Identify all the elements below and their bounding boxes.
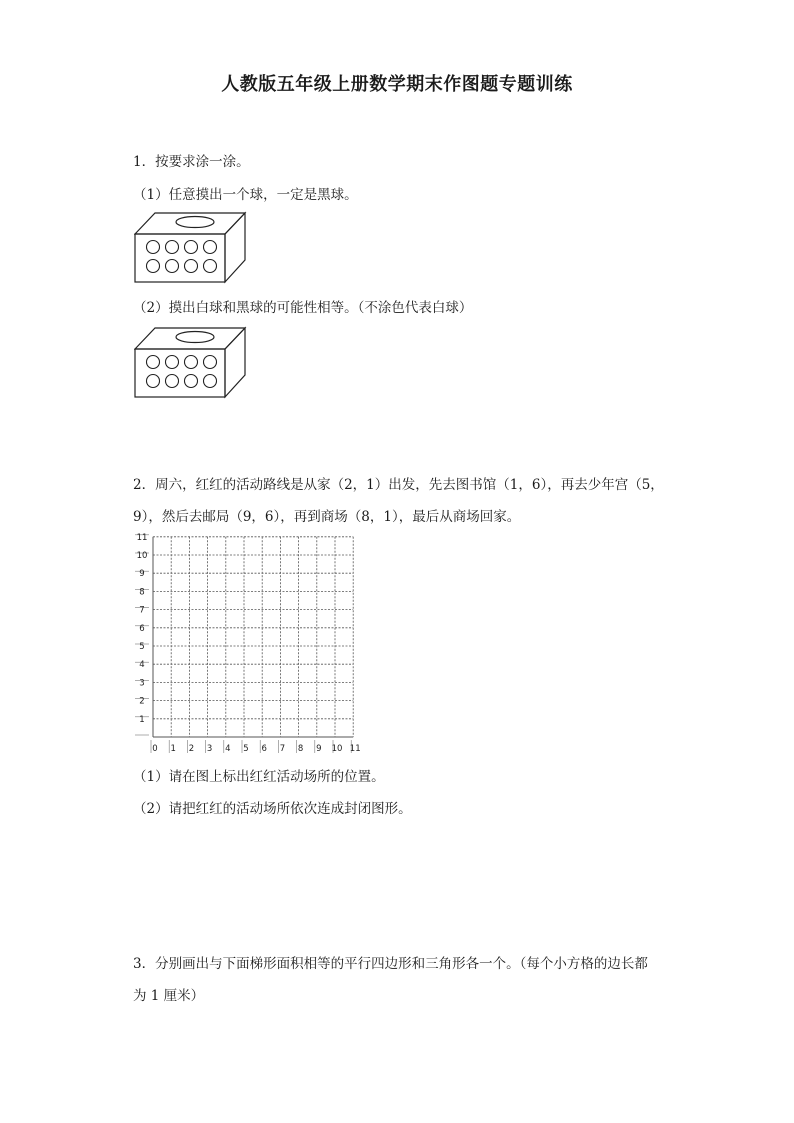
ball-circle[interactable] [147, 356, 160, 369]
y-axis-tick-label: 1 [139, 714, 145, 725]
coordinate-grid[interactable] [133, 533, 365, 755]
ball-circle[interactable] [204, 260, 217, 273]
x-axis-tick-label: 2 [188, 744, 195, 754]
q2-line1: 2．周六，红红的活动路线是从家（2，1）出发，先去图书馆（1，6），再去少年宫（5， [133, 477, 664, 493]
box-side-face [225, 213, 245, 282]
ball-circle[interactable] [147, 260, 160, 273]
box-opening [176, 217, 214, 228]
x-axis-tick-label: 7 [279, 744, 286, 754]
box-side-face [225, 328, 245, 397]
x-axis-tick-label: 4 [225, 744, 231, 754]
x-axis-tick-label: 8 [297, 744, 304, 754]
ball-box-2[interactable] [134, 325, 248, 399]
ball-circle[interactable] [147, 241, 160, 254]
y-axis-tick-label: 7 [139, 605, 145, 616]
ball-circle[interactable] [147, 375, 160, 388]
q1-part2: （2）摸出白球和黑球的可能性相等。（不涂色代表白球） [133, 300, 473, 316]
x-axis-tick-label: 10 [331, 744, 343, 754]
ball-circle[interactable] [185, 260, 198, 273]
q3-line2: 为 1 厘米） [133, 988, 205, 1004]
ball-circle[interactable] [166, 375, 179, 388]
q3-line1: 3．分别画出与下面梯形面积相等的平行四边形和三角形各一个。（每个小方格的边长都 [133, 956, 648, 972]
y-axis-tick-label: 4 [139, 660, 145, 671]
y-axis-tick-label: 11 [136, 533, 148, 543]
ball-circle[interactable] [166, 356, 179, 369]
ball-box-1[interactable] [134, 210, 248, 284]
ball-circle[interactable] [166, 260, 179, 273]
ball-circle[interactable] [185, 375, 198, 388]
x-axis-tick-label: 0 [152, 744, 158, 754]
q2-part1: （1）请在图上标出红红活动场所的位置。 [133, 769, 385, 785]
ball-circle[interactable] [166, 241, 179, 254]
q2-line2: 9），然后去邮局（9，6），再到商场（8，1），最后从商场回家。 [133, 509, 521, 525]
y-axis-tick-label: 6 [139, 623, 145, 634]
ball-circle[interactable] [185, 356, 198, 369]
y-axis-tick-label: 2 [139, 696, 145, 707]
x-axis-tick-label: 11 [349, 744, 361, 754]
ball-circle[interactable] [185, 241, 198, 254]
y-axis-tick-label: 8 [139, 587, 145, 598]
y-axis-tick-label: 5 [139, 642, 145, 652]
q1-heading: 1．按要求涂一涂。 [133, 154, 250, 170]
x-axis-tick-label: 3 [206, 744, 213, 754]
y-axis-tick-label: 10 [136, 551, 148, 561]
x-axis-tick-label: 6 [261, 744, 267, 754]
box-opening [176, 332, 214, 343]
q1-part1: （1）任意摸出一个球，一定是黑球。 [133, 187, 358, 203]
q2-part2: （2）请把红红的活动场所依次连成封闭图形。 [133, 801, 412, 817]
x-axis-tick-label: 9 [316, 744, 322, 754]
x-axis-tick-label: 5 [243, 744, 249, 754]
x-axis-tick-label: 1 [170, 744, 176, 754]
page-title: 人教版五年级上册数学期末作图题专题训练 [221, 74, 573, 95]
y-axis-tick-label: 3 [139, 678, 145, 689]
y-axis-tick-label: 9 [139, 569, 145, 580]
ball-circle[interactable] [204, 241, 217, 254]
ball-circle[interactable] [204, 375, 217, 388]
ball-circle[interactable] [204, 356, 217, 369]
